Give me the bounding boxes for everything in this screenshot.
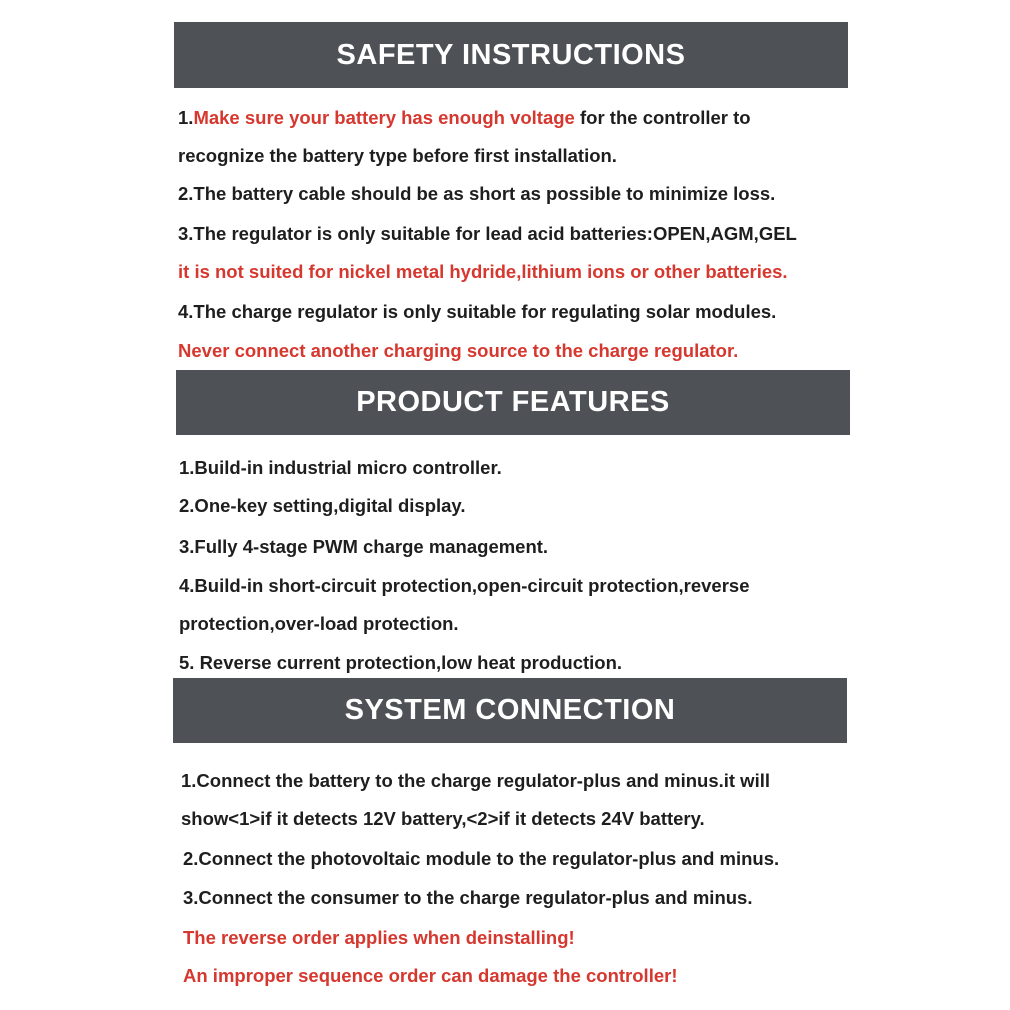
safety-item-3: 3.The regulator is only suitable for lead acid batteries:OPEN,AGM,GEL xyxy=(178,223,797,244)
safety-instructions-header xyxy=(174,22,848,88)
safety-item-3-warning: it is not suited for nickel metal hydride,lithium ions or other batteries. xyxy=(178,261,788,282)
system-connection-header xyxy=(173,678,847,743)
system-connection-title: SYSTEM CONNECTION xyxy=(344,694,676,726)
connection-item-1-line2: show<1>if it detects 12V battery,<2>if it detects 24V battery. xyxy=(181,808,705,829)
feature-item-1: 1.Build-in industrial micro controller. xyxy=(179,457,502,478)
safety-item-1: 1.Make sure your battery has enough voltage for the controller to xyxy=(178,107,751,128)
feature-item-2: 2.One-key setting,digital display. xyxy=(179,495,466,516)
connection-item-3: 3.Connect the consumer to the charge regulator-plus and minus. xyxy=(183,887,753,908)
connection-warning-2: An improper sequence order can damage the controller! xyxy=(183,965,678,986)
safety-instructions-title: SAFETY INSTRUCTIONS xyxy=(336,38,686,71)
voltage-warning: Make sure your battery has enough voltage xyxy=(193,107,575,128)
safety-item-4: 4.The charge regulator is only suitable for regulating solar modules. xyxy=(178,301,777,322)
feature-item-5: 5. Reverse current protection,low heat production. xyxy=(179,652,623,673)
feature-item-4: 4.Build-in short-circuit protection,open-circuit protection,reverse xyxy=(179,575,750,596)
feature-item-4-line2: protection,over-load protection. xyxy=(179,613,459,634)
product-features-header xyxy=(176,370,850,435)
safety-item-1-line2: recognize the battery type before first installation. xyxy=(178,145,617,166)
connection-item-1: 1.Connect the battery to the charge regulator-plus and minus.it will xyxy=(181,770,770,791)
product-features-title: PRODUCT FEATURES xyxy=(356,386,670,418)
safety-item-2: 2.The battery cable should be as short as possible to minimize loss. xyxy=(178,183,776,204)
connection-item-2: 2.Connect the photovoltaic module to the regulator-plus and minus. xyxy=(183,848,780,869)
safety-item-4-warning: Never connect another charging source to the charge regulator. xyxy=(178,340,739,361)
connection-warning-1: The reverse order applies when deinstalling! xyxy=(183,927,575,948)
feature-item-3: 3.Fully 4-stage PWM charge management. xyxy=(179,536,549,557)
